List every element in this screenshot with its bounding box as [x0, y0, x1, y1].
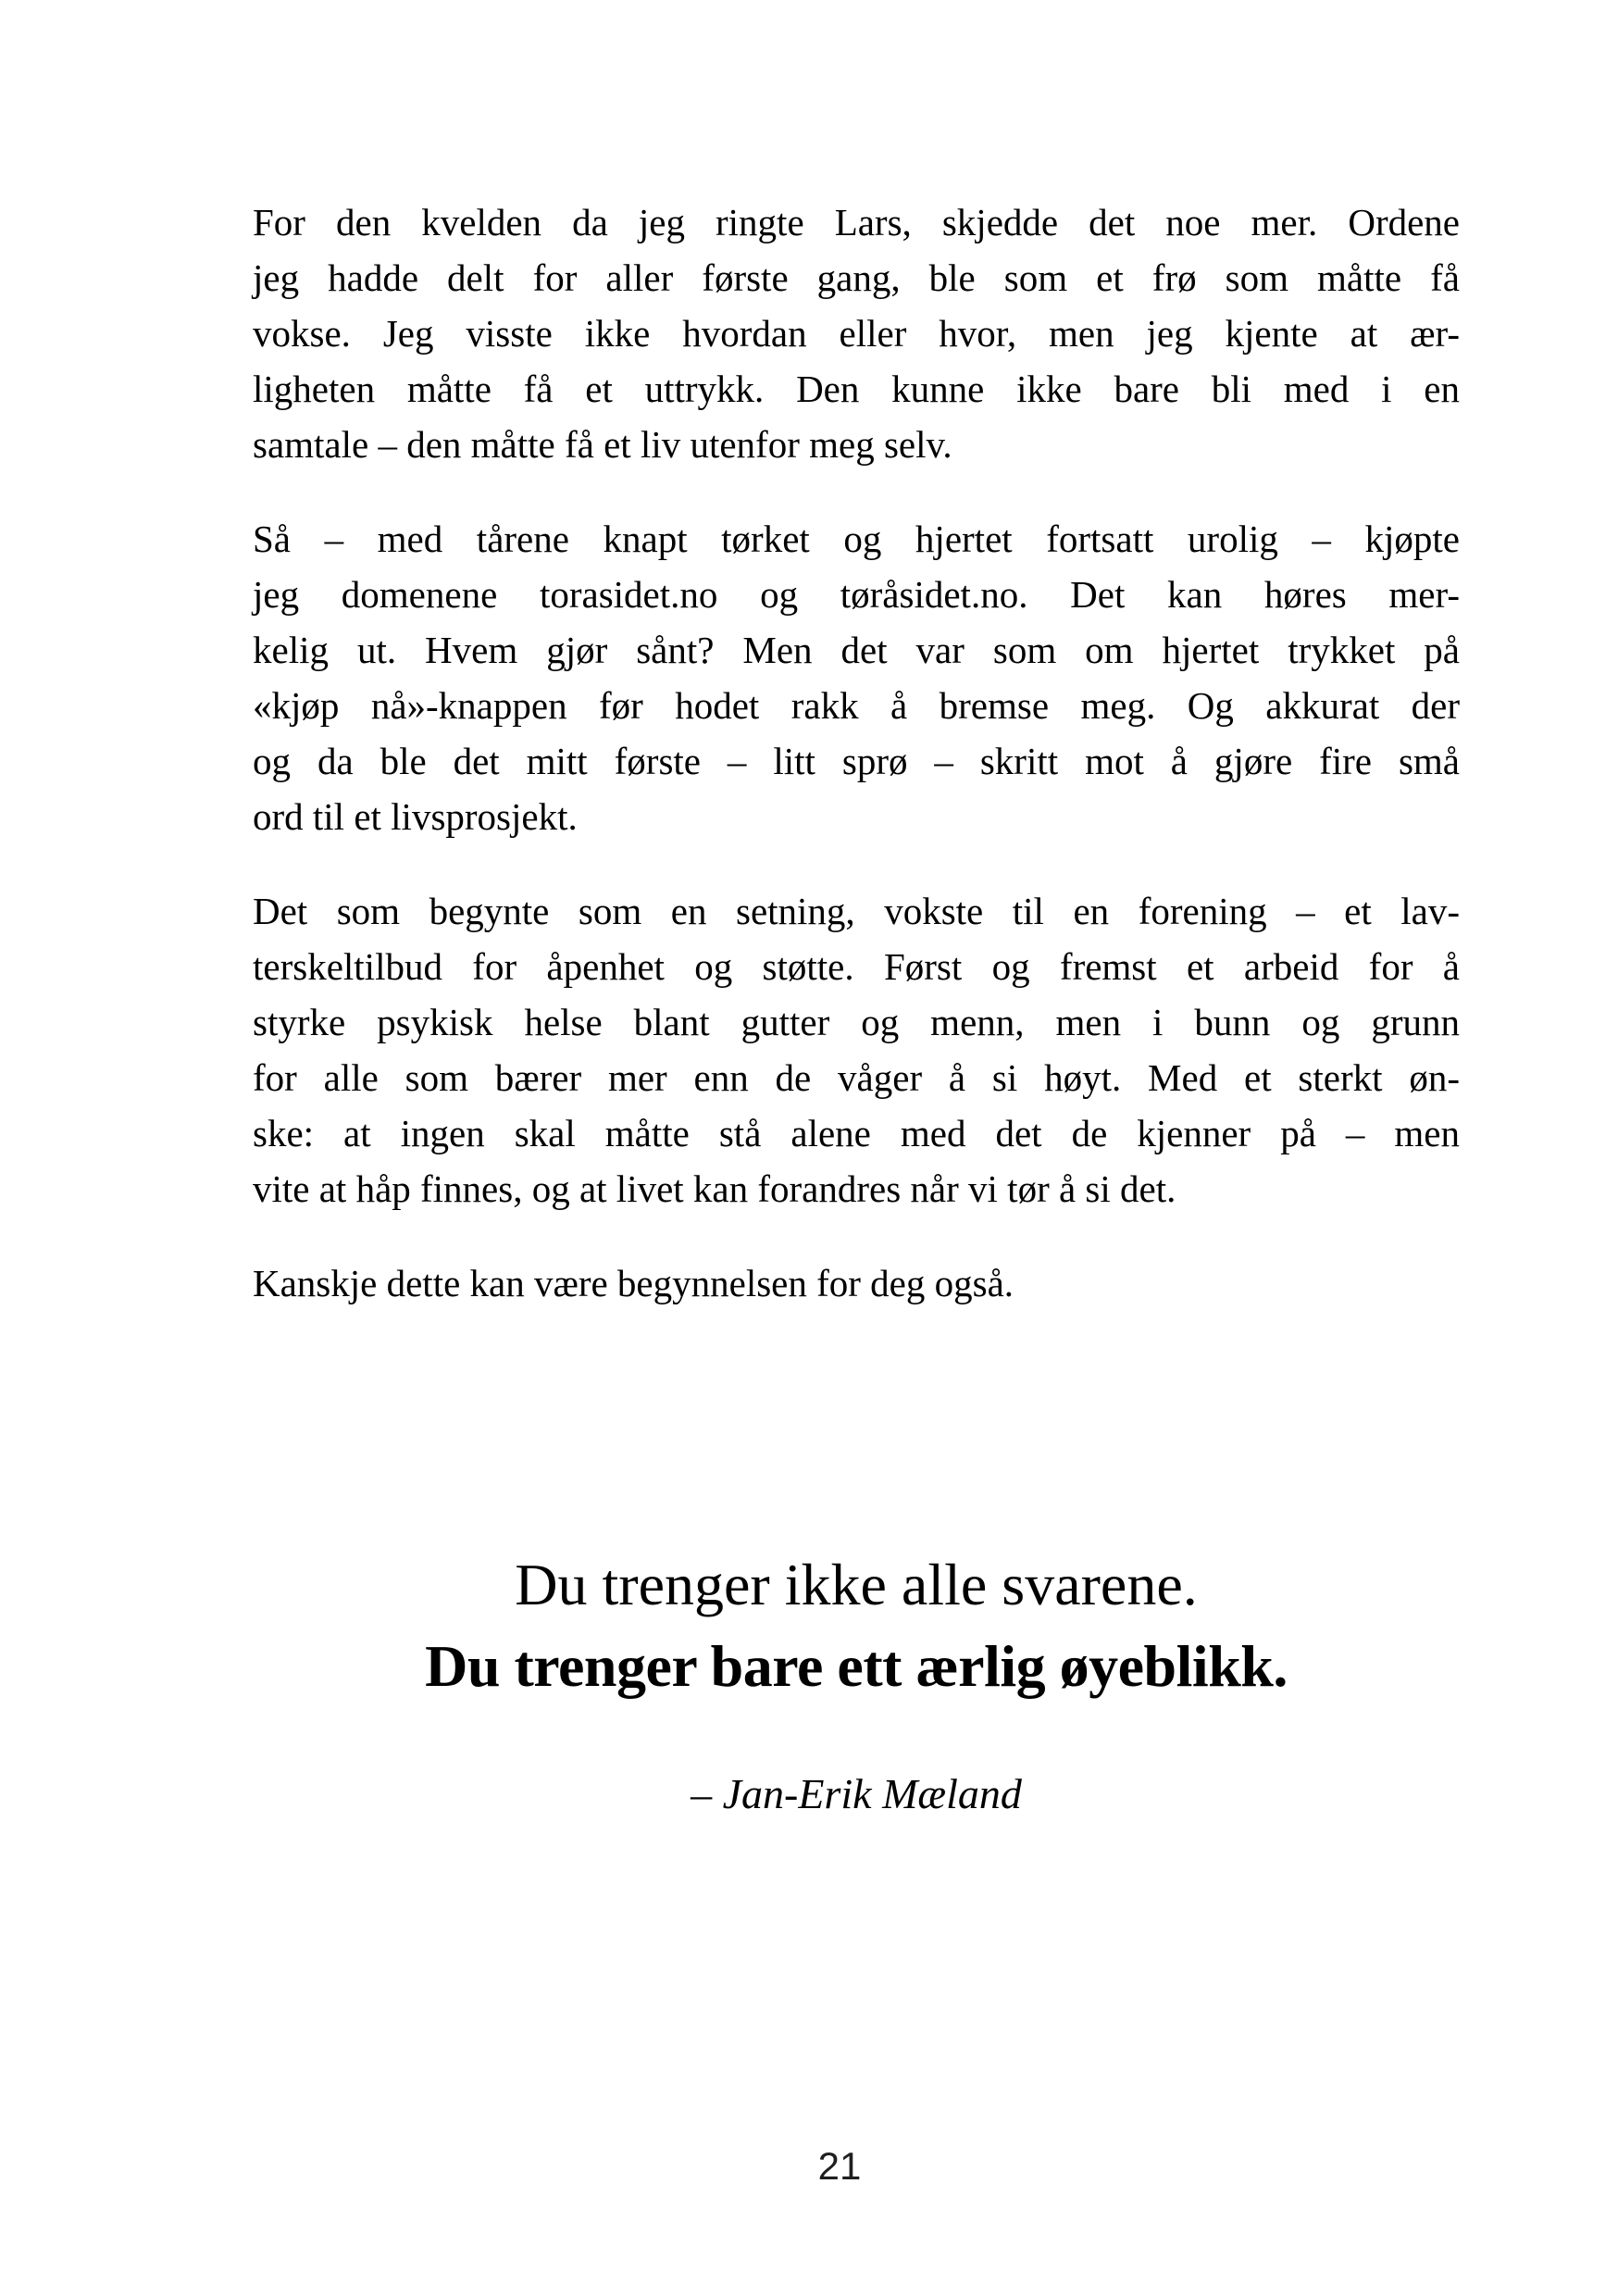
- text-line: jeg hadde delt for aller første gang, ble som et frø som måtte få: [253, 256, 1460, 299]
- text-line: Det som begynte som en setning, vokste til en forening – et lav-: [253, 890, 1460, 932]
- text-line: styrke psykisk helse blant gutter og menn, men i bunn og grunn: [253, 1001, 1460, 1043]
- text-line: «kjøp nå»-knappen før hodet rakk å bremse meg. Og akkurat der: [253, 684, 1460, 727]
- text-line: og da ble det mitt første – litt sprø – skritt mot å gjøre fire små: [253, 740, 1460, 782]
- text-line: For den kvelden da jeg ringte Lars, skjedde det noe mer. Ordene: [253, 201, 1460, 243]
- text-line: vokse. Jeg visste ikke hvordan eller hvor, men jeg kjente at ær-: [253, 312, 1460, 355]
- quote-attribution: – Jan-Erik Mæland: [691, 1770, 1022, 1817]
- text-line: samtale – den måtte få et liv utenfor meg selv.: [253, 423, 952, 466]
- pull-quote: [253, 1544, 1460, 1707]
- text-line: ske: at ingen skal måtte stå alene med det de kjenner på – men: [253, 1112, 1460, 1154]
- text-line: for alle som bærer mer enn de våger å si høyt. Med et sterkt øn-: [253, 1056, 1460, 1099]
- paragraph: [253, 1255, 1460, 1311]
- text-line: Så – med tårene knapt tørket og hjertet fortsatt urolig – kjøpte: [253, 518, 1460, 560]
- pull-quote-line-bold: Du trenger bare ett ærlig øyeblikk.: [425, 1633, 1288, 1699]
- paragraph: [253, 883, 1460, 1217]
- text-line: Kanskje dette kan være begynnelsen for deg også.: [253, 1262, 1014, 1304]
- body-text: [253, 194, 1460, 1350]
- text-line: jeg domenene torasidet.no og tøråsidet.no. Det kan høres mer-: [253, 573, 1460, 616]
- page-number: 21: [817, 2144, 862, 2188]
- paragraph: [253, 194, 1460, 472]
- text-line: ligheten måtte få et uttrykk. Den kunne ikke bare bli med i en: [253, 368, 1460, 410]
- paragraph: [253, 511, 1460, 844]
- text-line: terskeltilbud for åpenhet og støtte. Først og fremst et arbeid for å: [253, 945, 1460, 988]
- text-line: kelig ut. Hvem gjør sånt? Men det var som om hjertet trykket på: [253, 629, 1460, 671]
- text-line: vite at håp finnes, og at livet kan forandres når vi tør å si det.: [253, 1167, 1176, 1210]
- text-line: ord til et livsprosjekt.: [253, 795, 578, 838]
- pull-quote-line-regular: Du trenger ikke alle svarene.: [515, 1552, 1198, 1617]
